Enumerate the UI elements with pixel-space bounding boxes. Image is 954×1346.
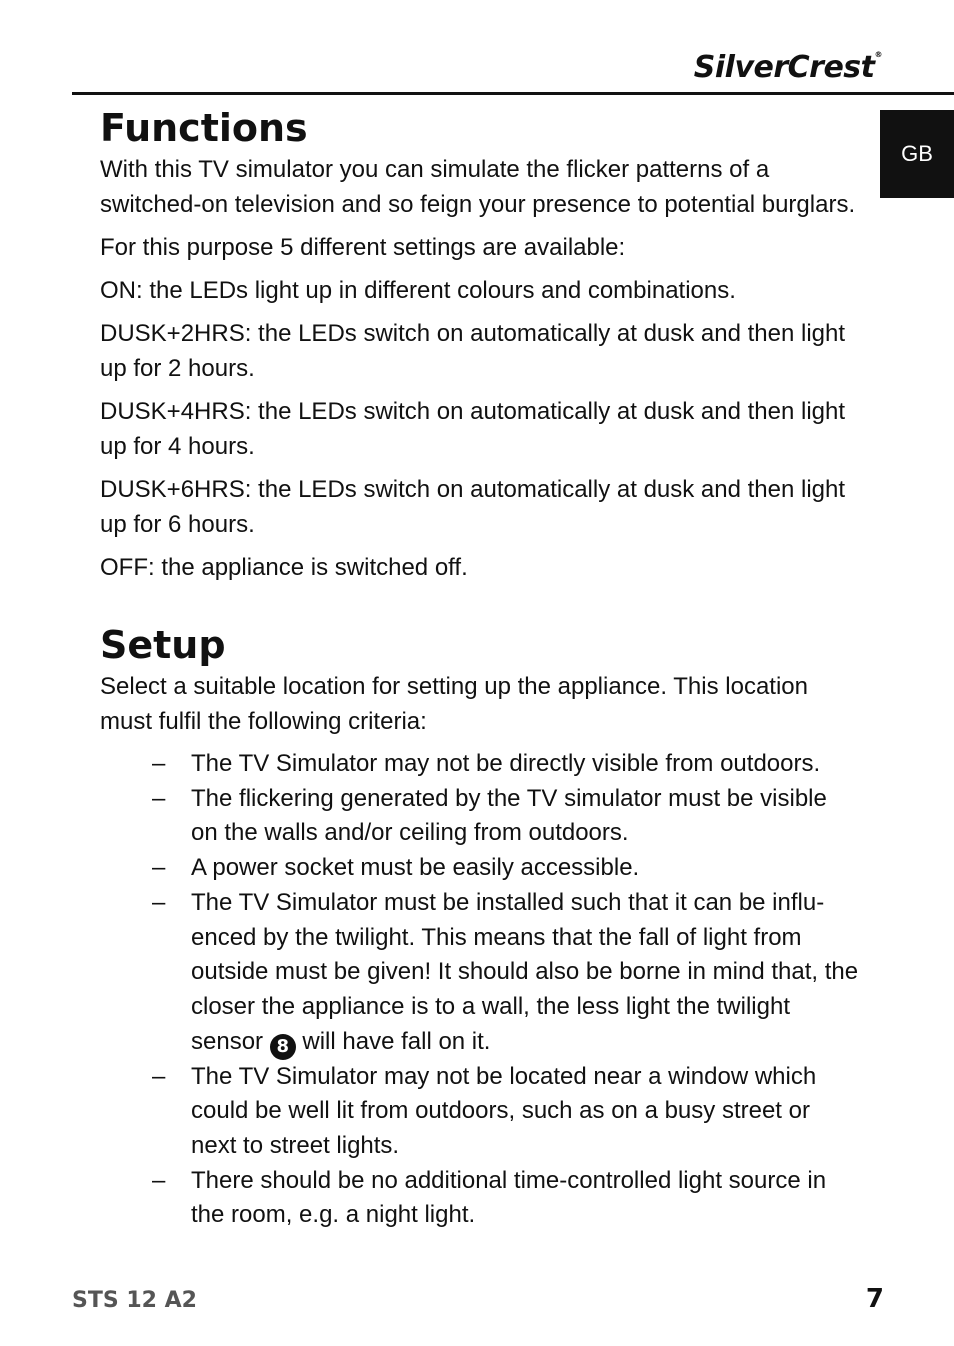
list-item [100,1060,860,1164]
functions-paragraph: ON: the LEDs light up in different colours and combinations. [100,277,736,304]
sensor-number-badge: 8 [270,1034,296,1060]
list-item-text: The TV Simulator must be installed such that it can be influ-enced by the twilight. This means that the fall of light from outside must be given! It should also be borne in mind that, the closer the appliance is to a wall, the less light the twilight sensor [191,888,859,1055]
setup-heading: Setup [100,623,226,667]
bullet-dash: – [152,750,166,777]
functions-paragraph: OFF: the appliance is switched off. [100,554,468,581]
criteria-list [100,747,860,1233]
bullet-dash: – [152,1062,166,1090]
setup-intro: Select a suitable location for setting up the appliance. This location must fulfil the following criteria: [100,673,808,735]
page-number: 7 [865,1284,884,1314]
footer-model: STS 12 A2 [72,1288,197,1313]
header-rule [72,92,954,95]
bullet-dash: – [152,888,166,916]
functions-paragraph: With this TV simulator you can simulate the flicker patterns of a switched-on television and so feign your presence to potential burglars. [100,156,856,218]
list-item [100,747,860,782]
list-item-text: A power socket must be easily accessible. [191,854,640,882]
list-item-text: There should be no additional time-controlled light source in the room, e.g. a night light. [191,1166,827,1229]
page-content [100,104,860,1233]
list-item-text-tail: will have fall on it. [295,1027,491,1055]
bullet-dash: – [152,1166,166,1194]
functions-paragraph: DUSK+4HRS: the LEDs switch on automatically at dusk and then light up for 4 hours. [100,398,846,460]
list-item [100,782,860,851]
list-item [100,851,860,886]
registered-mark: ® [874,50,882,59]
functions-paragraph: For this purpose 5 different settings are available: [100,234,626,261]
list-item [100,1164,860,1233]
list-item-text: The TV Simulator may not be directly visible from outdoors. [191,750,821,777]
list-item-text: The TV Simulator may not be located near a window which could be well lit from outdoors, such as on a busy street or next to street lights. [191,1062,817,1160]
functions-paragraph: DUSK+6HRS: the LEDs switch on automatically at dusk and then light up for 6 hours. [100,476,846,538]
functions-heading: Functions [100,106,308,150]
list-item [100,886,860,1060]
bullet-dash: – [152,854,166,882]
functions-paragraph: DUSK+2HRS: the LEDs switch on automatically at dusk and then light up for 2 hours. [100,320,846,382]
bullet-dash: – [152,784,166,812]
language-tab: GB [880,110,954,198]
brand-logo [694,50,882,85]
list-item-text: The flickering generated by the TV simulator must be visible on the walls and/or ceiling from outdoors. [191,784,827,847]
brand-name: SilverCrest [693,50,875,85]
